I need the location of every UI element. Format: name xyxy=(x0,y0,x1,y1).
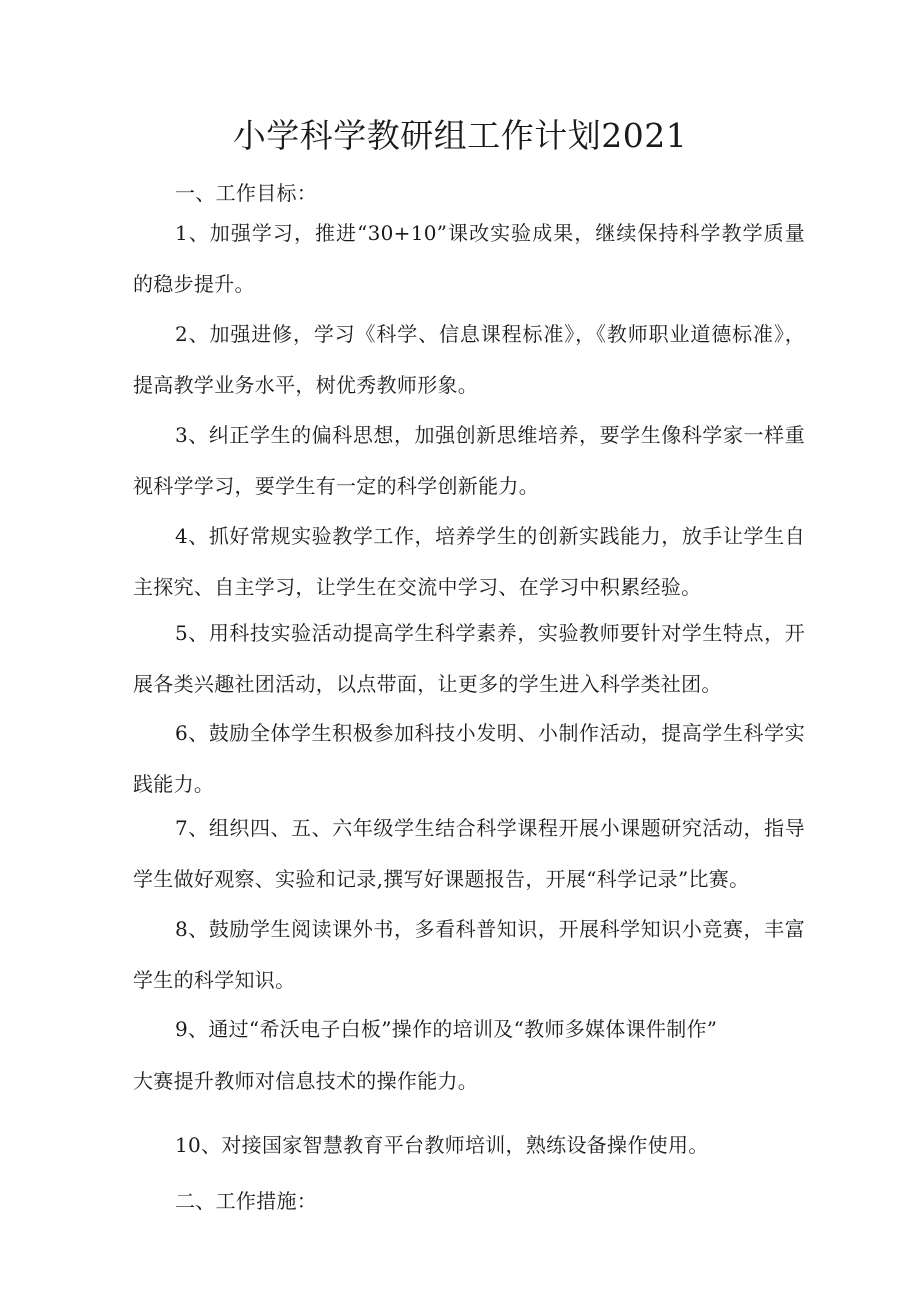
goal-item-9-line-1: 9、通过“希沃电子白板”操作的培训及“教师多媒体课件制作” xyxy=(175,1017,718,1041)
goal-item-4: 4、抓好常规实验教学工作，培养学生的创新实践能力，放手让学生自主探究、自主学习，让学生在交流中学习、在学习中积累经验。 xyxy=(133,524,805,599)
goal-item-1: 1、加强学习，推进“30+10”课改实验成果，继续保持科学教学质量的稳步提升。 xyxy=(133,221,805,296)
goal-item-5: 5、用科技实验活动提高学生科学素养，实验教师要针对学生特点，开展各类兴趣社团活动，以点带面，让更多的学生进入科学类社团。 xyxy=(133,621,805,696)
goal-item-2: 2、加强进修，学习《科学、信息课程标准》，《教师职业道德标准》，提高教学业务水平，树优秀教师形象。 xyxy=(133,322,805,397)
document-title: 小学科学教研组工作计划2021 xyxy=(232,116,688,155)
goal-item-6: 6、鼓励全体学生积极参加科技小发明、小制作活动，提高学生科学实践能力。 xyxy=(133,721,805,796)
goal-item-3: 3、纠正学生的偏科思想，加强创新思维培养，要学生像科学家一样重视科学学习，要学生有一定的科学创新能力。 xyxy=(133,423,805,498)
goal-item-10: 10、对接国家智慧教育平台教师培训，熟练设备操作使用。 xyxy=(175,1133,709,1157)
goal-item-7: 7、组织四、五、六年级学生结合科学课程开展小课题研究活动，指导学生做好观察、实验和记录,撰写好课题报告，开展“科学记录”比赛。 xyxy=(133,816,805,891)
goal-item-8: 8、鼓励学生阅读课外书，多看科普知识，开展科学知识小竞赛，丰富学生的科学知识。 xyxy=(133,917,805,992)
section-heading-measures: 二、工作措施： xyxy=(175,1189,318,1213)
goal-item-9-line-2: 大赛提升教师对信息技术的操作能力。 xyxy=(133,1069,479,1093)
section-heading-goals: 一、工作目标： xyxy=(175,181,318,205)
